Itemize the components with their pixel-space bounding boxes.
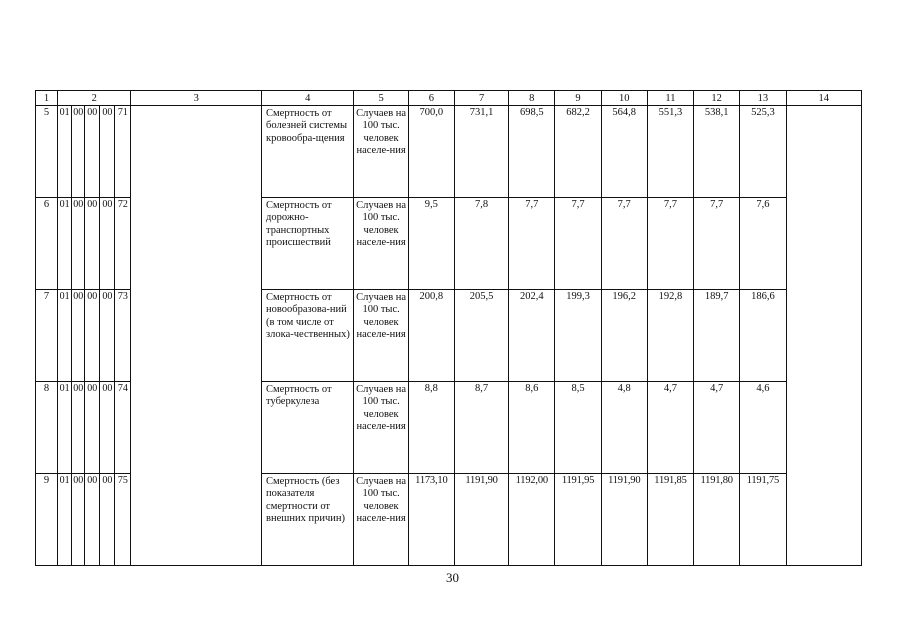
indicator-value: 202,4 bbox=[509, 290, 555, 382]
indicator-value: 199,3 bbox=[555, 290, 601, 382]
indicator-value: 700,0 bbox=[408, 106, 454, 198]
indicator-value: 564,8 bbox=[601, 106, 647, 198]
row-code-segment: 75 bbox=[115, 474, 131, 566]
indicator-value: 8,5 bbox=[555, 382, 601, 474]
indicator-value: 192,8 bbox=[647, 290, 693, 382]
row-code-segment: 00 bbox=[72, 106, 85, 198]
indicator-value: 1191,85 bbox=[647, 474, 693, 566]
indicator-value: 1191,90 bbox=[454, 474, 508, 566]
row-number: 8 bbox=[36, 382, 58, 474]
indicator-value: 551,3 bbox=[647, 106, 693, 198]
indicator-name: Смертность (без показателя смертности от внешних причин) bbox=[262, 474, 354, 566]
column-14-blank bbox=[786, 106, 862, 566]
row-code-segment: 73 bbox=[115, 290, 131, 382]
row-code-segment: 00 bbox=[100, 474, 115, 566]
indicator-value: 1173,10 bbox=[408, 474, 454, 566]
header-col-10: 10 bbox=[601, 91, 647, 106]
indicator-name: Смертность от болезней системы кровообра-щения bbox=[262, 106, 354, 198]
indicator-value: 1192,00 bbox=[509, 474, 555, 566]
indicator-value: 7,7 bbox=[601, 198, 647, 290]
page-number: 30 bbox=[446, 570, 459, 585]
indicator-value: 8,8 bbox=[408, 382, 454, 474]
row-number: 6 bbox=[36, 198, 58, 290]
row-code-segment: 00 bbox=[72, 474, 85, 566]
row-code-segment: 00 bbox=[100, 290, 115, 382]
row-code-segment: 00 bbox=[72, 290, 85, 382]
row-code-segment: 01 bbox=[58, 106, 72, 198]
indicator-value: 1191,95 bbox=[555, 474, 601, 566]
row-code-segment: 00 bbox=[85, 106, 100, 198]
row-code-segment: 01 bbox=[58, 382, 72, 474]
header-row bbox=[36, 91, 862, 106]
header-col-1: 1 bbox=[36, 91, 58, 106]
row-code-segment: 72 bbox=[115, 198, 131, 290]
header-col-4: 4 bbox=[262, 91, 354, 106]
table-row bbox=[36, 106, 862, 198]
header-col-9: 9 bbox=[555, 91, 601, 106]
unit-of-measure: Случаев на 100 тыс. человек населе-ния bbox=[354, 198, 408, 290]
unit-of-measure: Случаев на 100 тыс. человек населе-ния bbox=[354, 474, 408, 566]
indicator-value: 9,5 bbox=[408, 198, 454, 290]
indicator-value: 538,1 bbox=[694, 106, 740, 198]
indicator-name: Смертность от туберкулеза bbox=[262, 382, 354, 474]
row-code-segment: 01 bbox=[58, 198, 72, 290]
indicator-value: 682,2 bbox=[555, 106, 601, 198]
indicator-value: 698,5 bbox=[509, 106, 555, 198]
row-code-segment: 00 bbox=[100, 198, 115, 290]
header-col-11: 11 bbox=[647, 91, 693, 106]
header-col-3: 3 bbox=[131, 91, 262, 106]
indicator-value: 7,7 bbox=[509, 198, 555, 290]
indicator-value: 7,8 bbox=[454, 198, 508, 290]
indicator-value: 4,6 bbox=[740, 382, 786, 474]
indicator-name: Смертность от дорожно-транспортных происшествий bbox=[262, 198, 354, 290]
row-code-segment: 00 bbox=[100, 382, 115, 474]
indicator-value: 186,6 bbox=[740, 290, 786, 382]
row-code-segment: 01 bbox=[58, 474, 72, 566]
indicator-value: 1191,75 bbox=[740, 474, 786, 566]
indicator-value: 196,2 bbox=[601, 290, 647, 382]
indicator-value: 1191,90 bbox=[601, 474, 647, 566]
row-code-segment: 01 bbox=[58, 290, 72, 382]
indicator-value: 205,5 bbox=[454, 290, 508, 382]
header-col-8: 8 bbox=[509, 91, 555, 106]
row-code-segment: 00 bbox=[85, 290, 100, 382]
header-col-6: 6 bbox=[408, 91, 454, 106]
indicator-value: 8,7 bbox=[454, 382, 508, 474]
indicator-value: 731,1 bbox=[454, 106, 508, 198]
row-code-segment: 00 bbox=[85, 382, 100, 474]
unit-of-measure: Случаев на 100 тыс. человек населе-ния bbox=[354, 382, 408, 474]
indicator-name: Смертность от новообразова-ний (в том числе от злока-чественных) bbox=[262, 290, 354, 382]
row-number: 9 bbox=[36, 474, 58, 566]
row-code-segment: 00 bbox=[72, 382, 85, 474]
header-col-12: 12 bbox=[694, 91, 740, 106]
row-code-segment: 71 bbox=[115, 106, 131, 198]
row-code-segment: 74 bbox=[115, 382, 131, 474]
indicator-value: 7,6 bbox=[740, 198, 786, 290]
row-code-segment: 00 bbox=[85, 198, 100, 290]
unit-of-measure: Случаев на 100 тыс. человек населе-ния bbox=[354, 290, 408, 382]
row-number: 7 bbox=[36, 290, 58, 382]
indicator-value: 4,7 bbox=[694, 382, 740, 474]
row-number: 5 bbox=[36, 106, 58, 198]
indicator-value: 8,6 bbox=[509, 382, 555, 474]
header-col-5: 5 bbox=[354, 91, 408, 106]
indicator-value: 189,7 bbox=[694, 290, 740, 382]
indicator-value: 4,8 bbox=[601, 382, 647, 474]
header-col-7: 7 bbox=[454, 91, 508, 106]
indicator-value: 525,3 bbox=[740, 106, 786, 198]
indicator-value: 4,7 bbox=[647, 382, 693, 474]
indicator-value: 7,7 bbox=[694, 198, 740, 290]
column-3-blank bbox=[131, 106, 262, 566]
unit-of-measure: Случаев на 100 тыс. человек населе-ния bbox=[354, 106, 408, 198]
row-code-segment: 00 bbox=[100, 106, 115, 198]
row-code-segment: 00 bbox=[72, 198, 85, 290]
indicator-value: 7,7 bbox=[555, 198, 601, 290]
row-code-segment: 00 bbox=[85, 474, 100, 566]
header-col-13: 13 bbox=[740, 91, 786, 106]
header-col-2: 2 bbox=[58, 91, 131, 106]
indicator-value: 1191,80 bbox=[694, 474, 740, 566]
indicator-value: 200,8 bbox=[408, 290, 454, 382]
header-col-14: 14 bbox=[786, 91, 862, 106]
indicator-value: 7,7 bbox=[647, 198, 693, 290]
indicator-table bbox=[35, 90, 862, 566]
